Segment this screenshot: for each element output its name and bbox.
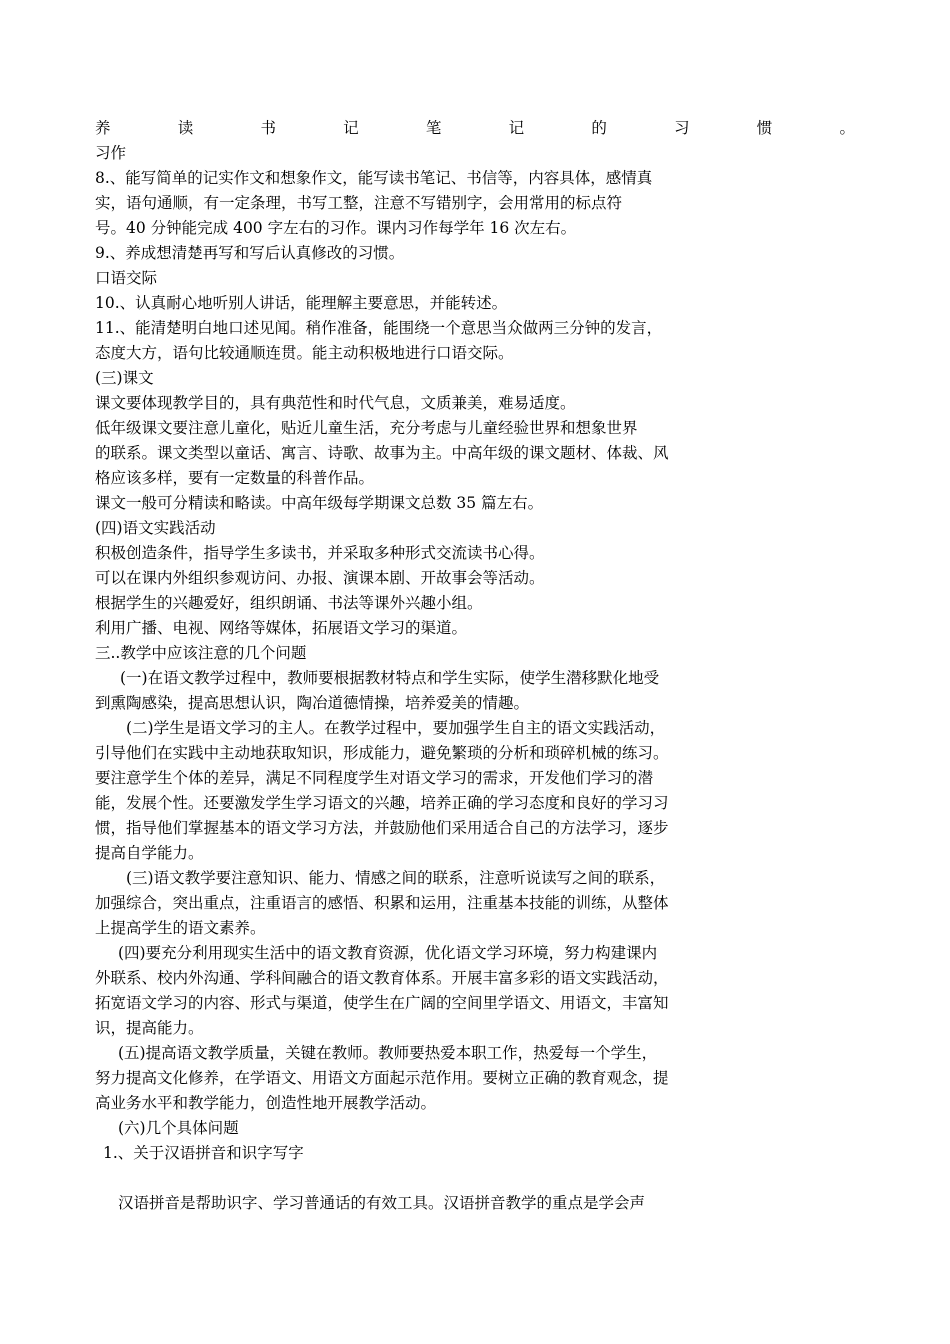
heading-practice: (四)语文实践活动 [95, 519, 216, 537]
char: 。 [839, 119, 855, 137]
text-line: 低年级课文要注意儿童化，贴近儿童生活，充分考虑与儿童经验世界和想象世界 [95, 419, 638, 437]
heading-xizuo: 习作 [95, 144, 127, 162]
text-line: 上提高学生的语文素养。 [95, 919, 266, 937]
text-line: 根据学生的兴趣爱好，组织朗诵、书法等课外兴趣小组。 [95, 594, 483, 612]
text-line: 格应该多样，要有一定数量的科普作品。 [95, 469, 375, 487]
text-line: (三)语文教学要注意知识、能力、情感之间的联系，注意听说读写之间的联系， [126, 869, 666, 887]
char: 记 [343, 119, 359, 137]
text-line: 到熏陶感染，提高思想认识，陶冶道德情操，培养爱美的情趣。 [95, 694, 530, 712]
text-line: 利用广播、电视、网络等媒体，拓展语文学习的渠道。 [95, 619, 468, 637]
text-line: 能，发展个性。还要激发学生学习语文的兴趣，培养正确的学习态度和良好的学习习 [95, 794, 669, 812]
text-line: 8.、能写简单的记实作文和想象作文，能写读书笔记、书信等，内容具体，感情真 [95, 169, 653, 187]
text-line: 要注意学生个体的差异，满足不同程度学生对语文学习的需求，开发他们学习的潜 [95, 769, 654, 787]
char: 惯 [756, 119, 773, 137]
text-line: 课文要体现教学目的，具有典范性和时代气息，文质兼美，难易适度。 [95, 394, 576, 412]
char: 习 [674, 119, 690, 137]
text-line: 识，提高能力。 [95, 1019, 204, 1037]
text-line: 积极创造条件，指导学生多读书，并采取多种形式交流读书心得。 [95, 544, 545, 562]
heading-specific: (六)几个具体问题 [118, 1119, 239, 1137]
text-line: 的联系。课文类型以童话、寓言、诗歌、故事为主。中高年级的课文题材、体裁、风 [95, 444, 669, 462]
text-line: (五)提高语文教学质量，关键在教师。教师要热爱本职工作，热爱每一个学生， [118, 1044, 658, 1062]
char: 的 [591, 119, 607, 137]
text-line: (一)在语文教学过程中，教师要根据教材特点和学生实际，使学生潜移默化地受 [120, 669, 660, 687]
text-line: 提高自学能力。 [95, 844, 204, 862]
text-line: 加强综合，突出重点，注重语言的感悟、积累和运用，注重基本技能的训练，从整体 [95, 894, 669, 912]
heading-kewen: (三)课文 [95, 369, 154, 387]
text-line: 惯，指导他们掌握基本的语文学习方法，并鼓励他们采用适合自己的方法学习，逐步 [95, 819, 669, 837]
heading-pinyin: 1.、关于汉语拼音和识字写字 [103, 1144, 304, 1162]
heading-oral: 口语交际 [95, 269, 158, 287]
char: 书 [260, 119, 276, 137]
text-line: 11.、能清楚明白地口述见闻。稍作准备，能围绕一个意思当众做两三分钟的发言， [95, 319, 663, 337]
char: 记 [508, 119, 525, 137]
text-line: 实，语句通顺，有一定条理，书写工整，注意不写错别字，会用常用的标点符 [95, 194, 623, 212]
text-line: 努力提高文化修养，在学语文、用语文方面起示范作用。要树立正确的教育观念，提 [95, 1069, 669, 1087]
text-line: 10.、认真耐心地听别人讲话，能理解主要意思，并能转述。 [95, 294, 508, 312]
char: 读 [177, 119, 194, 137]
text-line: 态度大方，语句比较通顺连贯。能主动积极地进行口语交际。 [95, 344, 514, 362]
char: 笔 [425, 119, 442, 137]
text-line: 号。40 分钟能完成 400 字左右的习作。课内习作每学年 16 次左右。 [95, 219, 577, 237]
text-line: (二)学生是语文学习的主人。在教学过程中，要加强学生自主的语文实践活动， [126, 719, 666, 737]
text-line: 外联系、校内外沟通、学科间融合的语文教育体系。开展丰富多彩的语文实践活动， [95, 969, 669, 987]
justified-line [95, 118, 855, 138]
text-line: 拓宽语文学习的内容、形式与渠道，使学生在广阔的空间里学语文、用语文，丰富知 [95, 994, 669, 1012]
text-line: 引导他们在实践中主动地获取知识，形成能力，避免繁琐的分析和琐碎机械的练习。 [95, 744, 669, 762]
text-line: 9.、养成想清楚再写和写后认真修改的习惯。 [95, 244, 405, 262]
text-line: (四)要充分利用现实生活中的语文教育资源，优化语文学习环境，努力构建课内 [118, 944, 658, 962]
text-line: 高业务水平和教学能力，创造性地开展教学活动。 [95, 1094, 437, 1112]
text-line: 可以在课内外组织参观访问、办报、演课本剧、开故事会等活动。 [95, 569, 545, 587]
char: 养 [95, 119, 111, 137]
heading-issues: 三..教学中应该注意的几个问题 [95, 644, 307, 662]
text-line: 课文一般可分精读和略读。中高年级每学期课文总数 35 篇左右。 [95, 494, 544, 512]
text-line: 汉语拼音是帮助识字、学习普通话的有效工具。汉语拼音教学的重点是学会声 [118, 1194, 646, 1212]
